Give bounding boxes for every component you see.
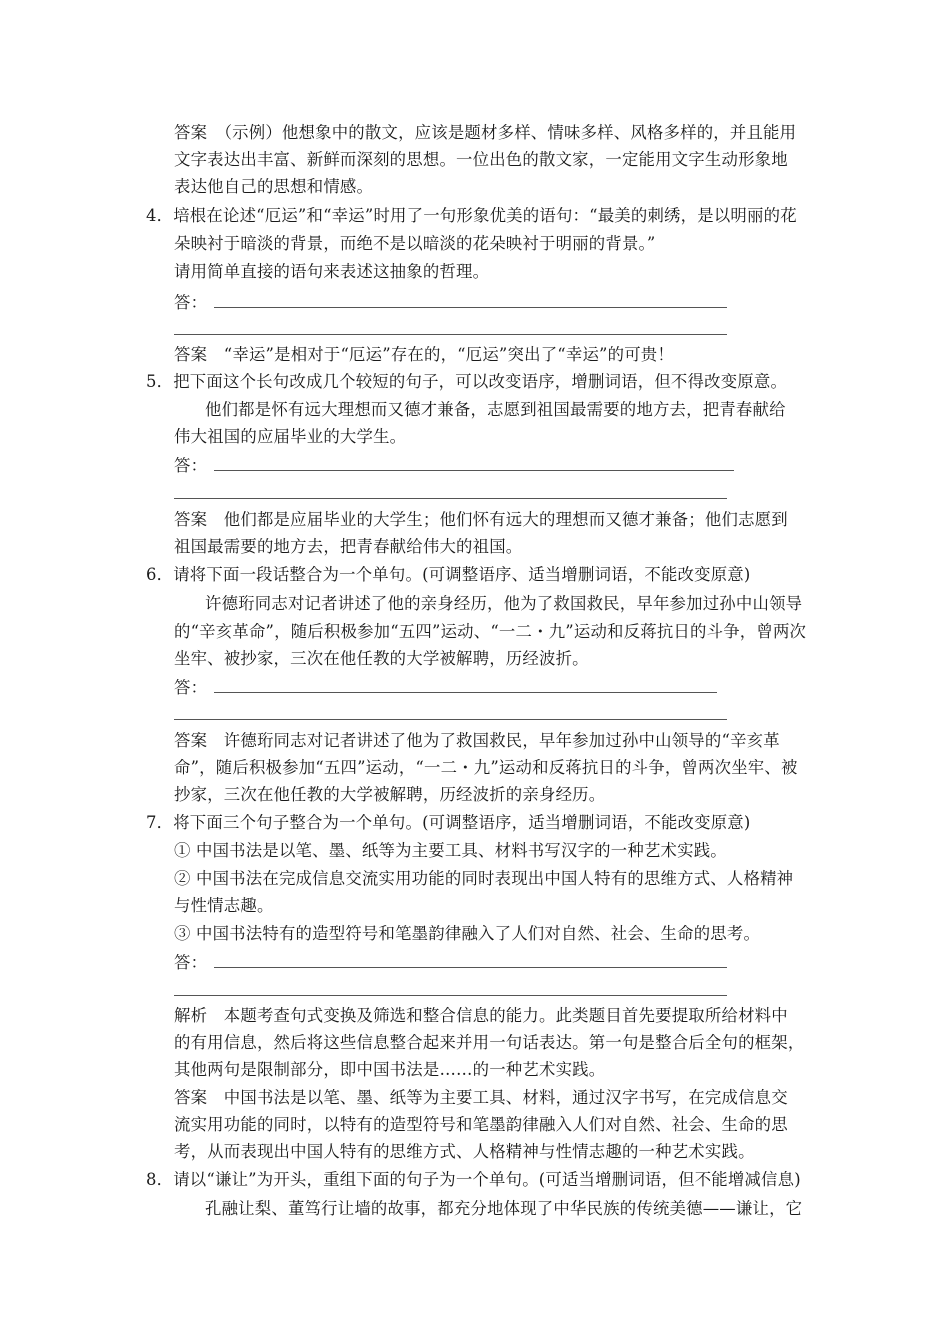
answer-q5-line2: 祖国最需要的地方去，把青春献给伟大的祖国。 xyxy=(174,537,523,556)
answer-blank-5a xyxy=(214,470,734,471)
question-6-text2: 的“辛亥革命”，随后积极参加“五四”运动、“一二・九”运动和反蒋抗日的斗争，曾两次 xyxy=(174,622,807,641)
question-4-prompt: 请用简单直接的语句来表述这抽象的哲理。 xyxy=(174,262,490,281)
analysis-q7-line1: 解析 本题考查句式变换及筛选和整合信息的能力。此类题目首先要提取所给材料中 xyxy=(174,1006,788,1025)
answer-q6-line3: 抄家，三次在他任教的大学被解聘，历经波折的亲身经历。 xyxy=(174,785,606,804)
question-6-text1: 许德珩同志对记者讲述了他的亲身经历，他为了救国救民，早年参加过孙中山领导 xyxy=(205,594,803,613)
answer-q3-line1: 答案 （示例）他想象中的散文，应该是题材多样、情味多样、风格多样的，并且能用 xyxy=(174,123,797,142)
answer-blank-6b xyxy=(174,719,727,720)
answer-q7-line3: 考，从而表现出中国人特有的思维方式、人格精神与性情志趣的一种艺术实践。 xyxy=(174,1142,755,1161)
answer-blank-4b xyxy=(174,334,727,335)
question-5-text1: 他们都是怀有远大理想而又德才兼备，志愿到祖国最需要的地方去，把青春献给 xyxy=(205,400,786,419)
question-7-item2: ② 中国书法在完成信息交流实用功能的同时表现出中国人特有的思维方式、人格精神 xyxy=(174,869,794,888)
question-7-item3: ③ 中国书法特有的造型符号和笔墨韵律融入了人们对自然、社会、生命的思考。 xyxy=(174,924,761,943)
question-4-cont: 朵映衬于暗淡的背景，而绝不是以暗淡的花朵映衬于明丽的背景。” xyxy=(174,234,656,253)
answer-q3-line2: 文字表达出丰富、新鲜而深刻的思想。一位出色的散文家，一定能用文字生动形象地 xyxy=(174,150,788,169)
question-6: 6．请将下面一段话整合为一个单句。(可调整语序、适当增删词语，不能改变原意) xyxy=(146,565,751,584)
question-4: 4．培根在论述“厄运”和“幸运”时用了一句形象优美的语句：“最美的刺绣，是以明丽的花 xyxy=(146,206,797,225)
answer-q6-line2: 命”，随后积极参加“五四”运动，“一二・九”运动和反蒋抗日的斗争，曾两次坐牢、被 xyxy=(174,758,798,777)
answer-blank-5b xyxy=(174,498,727,499)
answer-blank-7b xyxy=(174,995,727,996)
question-7-item1: ① 中国书法是以笔、墨、纸等为主要工具、材料书写汉字的一种艺术实践。 xyxy=(174,841,727,860)
answer-blank-7a xyxy=(214,967,727,968)
answer-blank-6a xyxy=(214,692,717,693)
answer-q5-line1: 答案 他们都是应届毕业的大学生；他们怀有远大的理想而又德才兼备；他们志愿到 xyxy=(174,510,788,529)
analysis-q7-line2: 的有用信息，然后将这些信息整合起来并用一句话表达。第一句是整合后全句的框架， xyxy=(174,1033,805,1052)
question-5-text2: 伟大祖国的应届毕业的大学生。 xyxy=(174,427,407,446)
answer-blank-4a xyxy=(214,307,727,308)
answer-q7-line1: 答案 中国书法是以笔、墨、纸等为主要工具、材料，通过汉字书写，在完成信息交 xyxy=(174,1088,788,1107)
answer-label-4: 答： xyxy=(174,293,208,312)
answer-q3-line3: 表达他自己的思想和情感。 xyxy=(174,177,374,196)
question-8-text1: 孔融让梨、董笃行让墙的故事，都充分地体现了中华民族的传统美德——谦让，它 xyxy=(205,1199,803,1218)
question-6-text3: 坐牢、被抄家，三次在他任教的大学被解聘，历经波折。 xyxy=(174,649,589,668)
answer-q6-line1: 答案 许德珩同志对记者讲述了他为了救国救民，早年参加过孙中山领导的“辛亥革 xyxy=(174,731,780,750)
question-5: 5．把下面这个长句改成几个较短的句子，可以改变语序，增删词语，但不得改变原意。 xyxy=(146,372,788,391)
question-8: 8．请以“谦让”为开头，重组下面的句子为一个单句。(可适当增删词语，但不能增减信息) xyxy=(146,1170,801,1189)
question-7-item2-cont: 与性情志趣。 xyxy=(174,896,274,915)
analysis-q7-line3: 其他两句是限制部分，即中国书法是……的一种艺术实践。 xyxy=(174,1060,606,1079)
answer-q4: 答案 “幸运”是相对于“厄运”存在的，“厄运”突出了“幸运”的可贵！ xyxy=(174,345,674,364)
answer-label-7: 答： xyxy=(174,953,208,972)
question-7: 7．将下面三个句子整合为一个单句。(可调整语序，适当增删词语，不能改变原意) xyxy=(146,813,751,832)
answer-q7-line2: 流实用功能的同时，以特有的造型符号和笔墨韵律融入人们对自然、社会、生命的思 xyxy=(174,1115,788,1134)
answer-label-5: 答： xyxy=(174,456,208,475)
answer-label-6: 答： xyxy=(174,678,208,697)
